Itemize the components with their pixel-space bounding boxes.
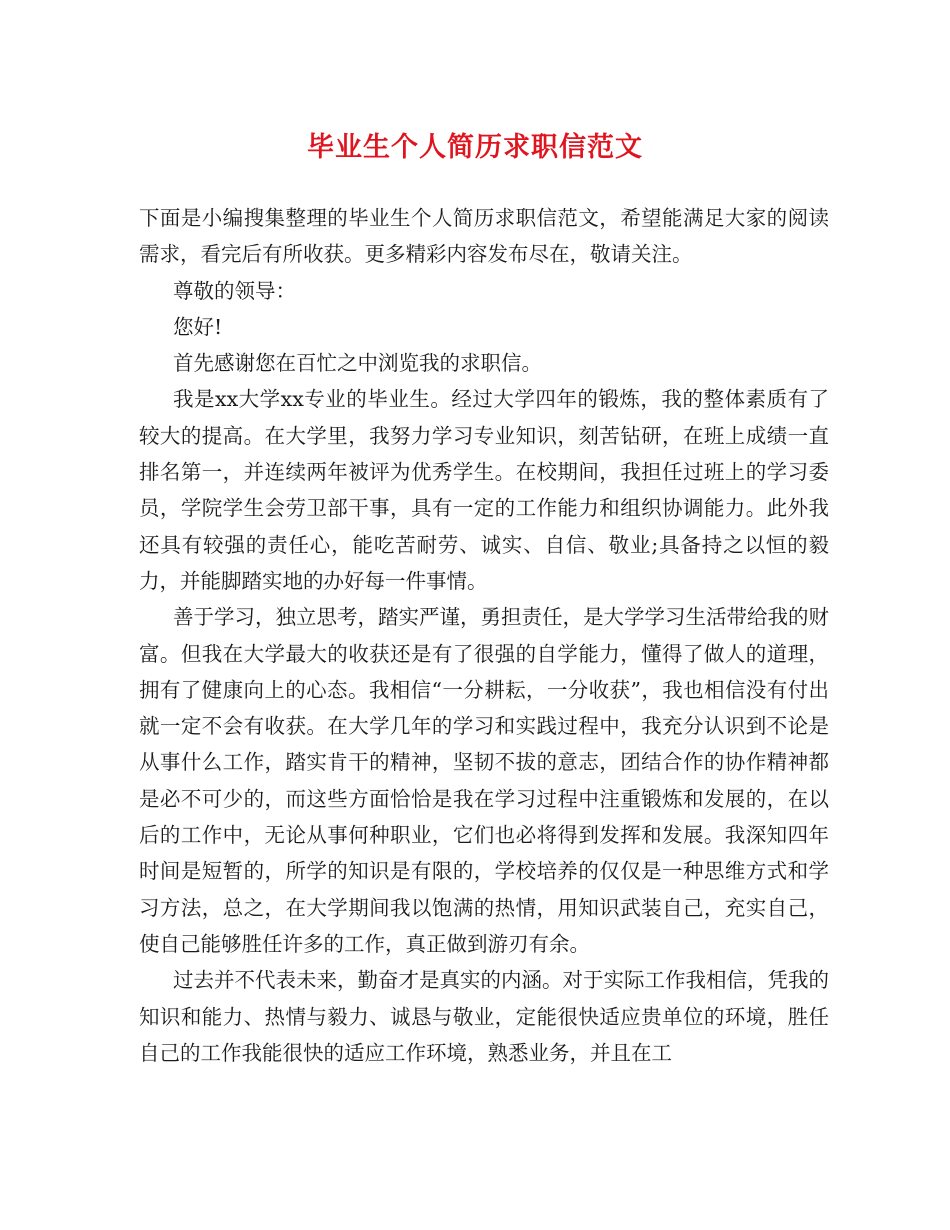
paragraph-learning: 善于学习，独立思考，踏实严谨，勇担责任，是大学学习生活带给我的财富。但我在大学最大的收获还是有了很强的自学能力，懂得了做人的道理，拥有了健康向上的心态。我相信“一分耕耘，一分收获”，我也相信没有付出就一定不会有收获。在大学几年的学习和实践过程中，我充分认识到不论是从事什么工作，踏实肯干的精神，坚韧不拔的意志，团结合作的协作精神都是必不可少的，而这些方面恰恰是我在学习过程中注重锻炼和发展的，在以后的工作中，无论从事何种职业，它们也必将得到发挥和发展。我深知四年时间是短暂的，所学的知识是有限的，学校培养的仅仅是一种思维方式和学习方法，总之，在大学期间我以饱满的热情，用知识武装自己，充实自己，使自己能够胜任许多的工作，真正做到游刃有余。 bbox=[139, 605, 829, 956]
paragraph-thanks: 首先感谢您在百忙之中浏览我的求职信。 bbox=[173, 351, 542, 376]
document-body bbox=[139, 200, 829, 1071]
document-title: 毕业生个人简历求职信范文 bbox=[307, 132, 643, 163]
paragraph-self-intro: 我是xx大学xx专业的毕业生。经过大学四年的锻炼，我的整体素质有了较大的提高。在大学里，我努力学习专业知识，刻苦钻研，在班上成绩一直排名第一，并连续两年被评为优秀学生。在校期间，我担任过班上的学习委员，学院学生会劳卫部干事，具有一定的工作能力和组织协调能力。此外我还具有较强的责任心，能吃苦耐劳、诚实、自信、敬业;具备持之以恒的毅力，并能脚踏实地的办好每一件事情。 bbox=[139, 387, 829, 593]
paragraph-intro: 下面是小编搜集整理的毕业生个人简历求职信范文，希望能满足大家的阅读需求，看完后有所收获。更多精彩内容发布尽在，敬请关注。 bbox=[139, 206, 829, 267]
paragraph-greeting: 您好! bbox=[173, 314, 223, 339]
paragraph-salutation: 尊敬的领导： bbox=[173, 278, 296, 303]
paragraph-future: 过去并不代表未来，勤奋才是真实的内涵。对于实际工作我相信，凭我的知识和能力、热情与毅力、诚恳与敬业，定能很快适应贵单位的环境，胜任自己的工作我能很快的适应工作环境，熟悉业务，并且在工 bbox=[139, 968, 829, 1065]
